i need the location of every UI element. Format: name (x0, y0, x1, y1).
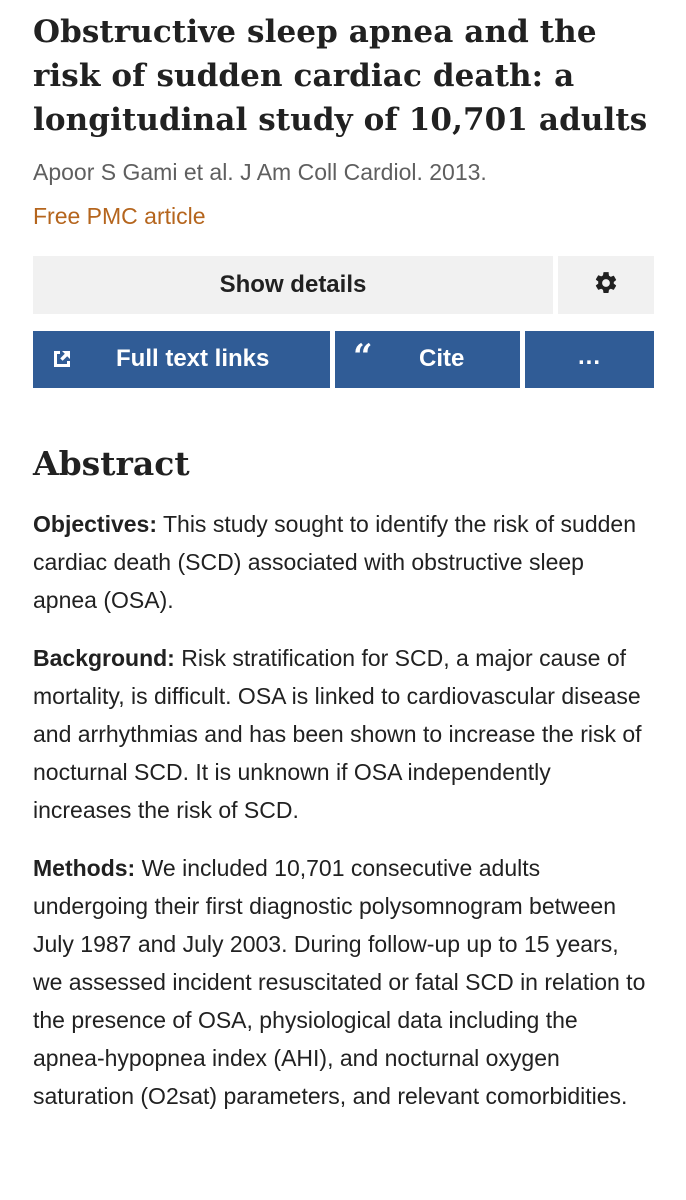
abstract-section-background (33, 639, 654, 829)
show-details-button[interactable] (33, 256, 553, 314)
abstract-section-methods (33, 849, 654, 1115)
full-text-links-label: Full text links (116, 345, 270, 372)
abstract-section-objectives (33, 505, 654, 619)
abstract-heading: Abstract (33, 444, 190, 483)
section-label: Methods: (33, 855, 136, 881)
free-pmc-link[interactable]: Free PMC article (33, 203, 206, 229)
section-text: Risk stratification for SCD, a major cause of mortality, is difficult. OSA is linked to cardiovascular disease and arrhythmias and has been shown to increase the risk of nocturnal SCD. It is unknown if OSA independently increases the risk of SCD. (33, 645, 642, 823)
details-row (33, 256, 654, 314)
cite-button[interactable] (335, 331, 520, 388)
abstract-body (33, 505, 654, 1135)
show-details-label: Show details (219, 271, 367, 298)
article-citation: Apoor S Gami et al. J Am Coll Cardiol. 2013. (33, 159, 487, 185)
section-text: This study sought to identify the risk of sudden cardiac death (SCD) associated with obstructive sleep apnea (OSA). (33, 511, 637, 613)
cite-label: Cite (419, 345, 465, 372)
section-label: Background: (33, 645, 175, 671)
more-actions-button[interactable] (525, 331, 654, 388)
article-page (33, 0, 654, 1109)
action-buttons-row (33, 331, 654, 388)
gear-icon (593, 270, 619, 301)
display-settings-button[interactable] (558, 256, 654, 314)
section-text: We included 10,701 consecutive adults undergoing their first diagnostic polysomnogram between July 1987 and July 2003. During follow-up up to 15 years, we assessed incident resuscitated or fatal SCD in relation to the presence of OSA, physiological data including the apnea-hypopnea index (AHI), and nocturnal oxygen saturation (O2sat) parameters, and relevant comorbidities. (33, 855, 646, 1109)
quote-icon: “ (353, 337, 373, 377)
external-link-icon (51, 348, 73, 377)
section-label: Objectives: (33, 511, 157, 537)
full-text-links-button[interactable] (33, 331, 330, 388)
article-title: Obstructive sleep apnea and the risk of sudden cardiac death: a longitudinal study of 10,701 adults (33, 14, 648, 138)
more-actions-label: ... (577, 342, 601, 370)
